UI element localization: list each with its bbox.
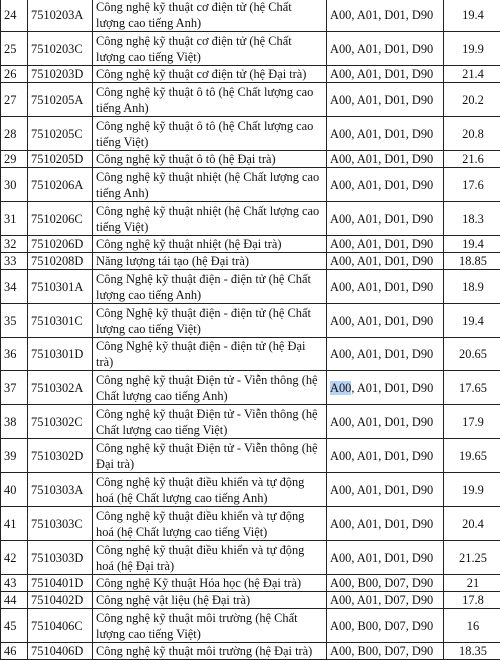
- subject-combination-text: A00, A01, D01, D90: [330, 152, 433, 166]
- major-code-cell: 7510406C: [28, 609, 93, 643]
- table-row: [1, 473, 500, 507]
- subject-combination-cell: [327, 609, 444, 643]
- benchmark-score-cell: 20.2: [444, 83, 500, 117]
- row-number-cell: 33: [1, 253, 28, 270]
- major-code-cell: 7510206D: [28, 236, 93, 253]
- major-code-cell: 7510205C: [28, 117, 93, 151]
- table-row: [1, 643, 500, 660]
- row-number-cell: 43: [1, 575, 28, 592]
- row-number-cell: 29: [1, 151, 28, 168]
- major-name-cell: Công nghệ kỹ thuật điều khiển và tự động hoá (hệ Chất lượng cao tiếng Việt): [93, 507, 327, 541]
- row-number-cell: 46: [1, 643, 28, 660]
- subject-combination-cell: [327, 83, 444, 117]
- subject-combination-cell: [327, 507, 444, 541]
- major-name-cell: Công nghệ kỹ thuật Điện tử - Viễn thông (hệ Đại trà): [93, 439, 327, 473]
- benchmark-score-cell: 21.4: [444, 66, 500, 83]
- benchmark-score-cell: 20.65: [444, 338, 500, 371]
- benchmark-score-cell: 19.65: [444, 439, 500, 473]
- table-row: [1, 202, 500, 236]
- table-row: [1, 117, 500, 151]
- table-row: [1, 575, 500, 592]
- table-row: [1, 32, 500, 66]
- benchmark-score-cell: 19.9: [444, 32, 500, 66]
- subject-combination-cell: [327, 236, 444, 253]
- subject-combination-cell: [327, 338, 444, 371]
- benchmark-score-cell: 19.4: [444, 0, 500, 32]
- table-row: [1, 0, 500, 32]
- benchmark-score-cell: 19.4: [444, 304, 500, 338]
- major-name-cell: Công nghệ kỹ thuật Điện tử - Viễn thông (hệ Chất lượng cao tiếng Việt): [93, 405, 327, 439]
- subject-combination-text: A00, A01, D01, D90: [330, 517, 433, 531]
- major-code-cell: 7510302C: [28, 405, 93, 439]
- major-name-cell: Năng lượng tái tạo (hệ Đại trà): [93, 253, 327, 270]
- benchmark-score-cell: 17.65: [444, 371, 500, 405]
- table-row: [1, 609, 500, 643]
- row-number-cell: 30: [1, 168, 28, 202]
- major-code-cell: 7510203A: [28, 0, 93, 32]
- subject-combination-text: A00, A01, D01, D90: [330, 415, 433, 429]
- subject-combination-text: A00, A01, D01, D90: [330, 127, 433, 141]
- subject-combination-cell: [327, 371, 444, 405]
- row-number-cell: 26: [1, 66, 28, 83]
- subject-combination-cell: [327, 643, 444, 660]
- row-number-cell: 32: [1, 236, 28, 253]
- benchmark-score-cell: 20.4: [444, 507, 500, 541]
- subject-combination-text: A00, A01, D01, D90: [330, 314, 433, 328]
- subject-combination-text: A00, A01, D01, D90: [330, 8, 433, 22]
- major-code-cell: 7510206C: [28, 202, 93, 236]
- subject-combination-text: A00, B00, D07, D90: [330, 619, 433, 633]
- major-code-cell: 7510303A: [28, 473, 93, 507]
- subject-combination-cell: [327, 151, 444, 168]
- table-row: [1, 541, 500, 575]
- table-row: [1, 405, 500, 439]
- subject-combination-text: A00, A01, D01, D90: [330, 483, 433, 497]
- row-number-cell: 41: [1, 507, 28, 541]
- subject-combination-cell: [327, 66, 444, 83]
- table-row: [1, 371, 500, 405]
- subject-combination-cell: [327, 0, 444, 32]
- table-row: [1, 507, 500, 541]
- subject-combination-text: , A01, D01, D90: [351, 381, 433, 395]
- major-name-cell: Công nghệ Kỹ thuật Hóa học (hệ Đại trà): [93, 575, 327, 592]
- subject-combination-cell: [327, 575, 444, 592]
- table-row: [1, 168, 500, 202]
- benchmark-score-cell: 21: [444, 575, 500, 592]
- table-row: [1, 338, 500, 371]
- subject-combination-text: A00, A01, D01, D90: [330, 449, 433, 463]
- subject-combination-text: A00, A01, D01, D90: [330, 280, 433, 294]
- benchmark-score-cell: 19.4: [444, 236, 500, 253]
- benchmark-score-cell: 17.8: [444, 592, 500, 609]
- subject-combination-text: A00, A01, D01, D90: [330, 254, 433, 268]
- row-number-cell: 39: [1, 439, 28, 473]
- major-name-cell: Công nghệ kỹ thuật ô tô (hệ Chất lượng cao tiếng Anh): [93, 83, 327, 117]
- subject-combination-cell: [327, 270, 444, 304]
- subject-combination-cell: [327, 592, 444, 609]
- subject-combination-cell: [327, 473, 444, 507]
- table-row: [1, 270, 500, 304]
- major-name-cell: Công nghệ kỹ thuật môi trường (hệ Đại trà): [93, 643, 327, 660]
- major-code-cell: 7510301C: [28, 304, 93, 338]
- major-name-cell: Công nghệ kỹ thuật nhiệt (hệ Chất lượng cao tiếng Anh): [93, 168, 327, 202]
- benchmark-score-cell: 17.6: [444, 168, 500, 202]
- major-name-cell: Công nghệ kỹ thuật nhiệt (hệ Chất lượng cao tiếng Việt): [93, 202, 327, 236]
- major-code-cell: 7510203C: [28, 32, 93, 66]
- major-name-cell: Công nghệ kỹ thuật điều khiển và tự động hoá (hệ Chất lượng cao tiếng Anh): [93, 473, 327, 507]
- table-row: [1, 151, 500, 168]
- major-name-cell: Công nghệ kỹ thuật cơ điện tử (hệ Đại trà): [93, 66, 327, 83]
- table-row: [1, 304, 500, 338]
- subject-combination-cell: [327, 541, 444, 575]
- subject-combination-text: A00, A01, D01, D90: [330, 212, 433, 226]
- benchmark-score-cell: 18.9: [444, 270, 500, 304]
- benchmark-score-cell: 20.8: [444, 117, 500, 151]
- major-code-cell: 7510303C: [28, 507, 93, 541]
- row-number-cell: 25: [1, 32, 28, 66]
- table-row: [1, 236, 500, 253]
- major-code-cell: 7510302A: [28, 371, 93, 405]
- table-row: [1, 83, 500, 117]
- major-code-cell: 7510303D: [28, 541, 93, 575]
- major-code-cell: 7510406D: [28, 643, 93, 660]
- subject-combination-text: A00, A01, D01, D90: [330, 93, 433, 107]
- row-number-cell: 36: [1, 338, 28, 371]
- major-name-cell: Công nghệ kỹ thuật Điện tử - Viễn thông (hệ Chất lượng cao tiếng Anh): [93, 371, 327, 405]
- major-name-cell: Công nghệ kỹ thuật môi trường (hệ Chất lượng cao tiếng Việt): [93, 609, 327, 643]
- benchmark-score-cell: 17.9: [444, 405, 500, 439]
- major-name-cell: Công nghệ kỹ thuật cơ điện tử (hệ Chất lượng cao tiếng Việt): [93, 32, 327, 66]
- table-row: [1, 439, 500, 473]
- row-number-cell: 38: [1, 405, 28, 439]
- subject-combination-text: A00, A01, D01, D90: [330, 237, 433, 251]
- benchmark-score-cell: 16: [444, 609, 500, 643]
- table-row: [1, 66, 500, 83]
- major-code-cell: 7510301D: [28, 338, 93, 371]
- subject-combination-cell: [327, 32, 444, 66]
- row-number-cell: 40: [1, 473, 28, 507]
- row-number-cell: 35: [1, 304, 28, 338]
- major-code-cell: 7510205A: [28, 83, 93, 117]
- subject-combination-cell: [327, 304, 444, 338]
- table-row: [1, 253, 500, 270]
- subject-combination-text: A00, B00, D07, D90: [330, 644, 433, 658]
- subject-combination-cell: [327, 117, 444, 151]
- row-number-cell: 34: [1, 270, 28, 304]
- subject-combination-text: A00, B00, D07, D90: [330, 576, 433, 590]
- subject-combination-cell: [327, 405, 444, 439]
- major-name-cell: Công nghệ vật liệu (hệ Đại trà): [93, 592, 327, 609]
- subject-combination-cell: [327, 439, 444, 473]
- row-number-cell: 27: [1, 83, 28, 117]
- major-code-cell: 7510206A: [28, 168, 93, 202]
- major-name-cell: Công nghệ kỹ thuật cơ điện tử (hệ Chất lượng cao tiếng Anh): [93, 0, 327, 32]
- major-code-cell: 7510208D: [28, 253, 93, 270]
- subject-combination-text: A00, A01, D07, D90: [330, 593, 433, 607]
- benchmark-score-cell: 19.9: [444, 473, 500, 507]
- row-number-cell: 24: [1, 0, 28, 32]
- subject-combination-text: A00, A01, D01, D90: [330, 67, 433, 81]
- major-name-cell: Công Nghệ kỹ thuật điện - điện tử (hệ Chất lượng cao tiếng Anh): [93, 270, 327, 304]
- row-number-cell: 44: [1, 592, 28, 609]
- row-number-cell: 45: [1, 609, 28, 643]
- table-row: [1, 592, 500, 609]
- row-number-cell: 28: [1, 117, 28, 151]
- major-code-cell: 7510402D: [28, 592, 93, 609]
- major-code-cell: 7510205D: [28, 151, 93, 168]
- benchmark-score-cell: 21.25: [444, 541, 500, 575]
- row-number-cell: 42: [1, 541, 28, 575]
- subject-combination-cell: [327, 168, 444, 202]
- benchmark-score-cell: 21.6: [444, 151, 500, 168]
- selected-text-highlight[interactable]: A00: [330, 381, 351, 395]
- benchmark-score-cell: 18.35: [444, 643, 500, 660]
- subject-combination-text: A00, A01, D01, D90: [330, 551, 433, 565]
- major-name-cell: Công Nghệ kỹ thuật điện - điện tử (hệ Đại trà): [93, 338, 327, 371]
- major-code-cell: 7510302D: [28, 439, 93, 473]
- subject-combination-cell: [327, 253, 444, 270]
- major-code-cell: 7510301A: [28, 270, 93, 304]
- subject-combination-text: A00, A01, D01, D90: [330, 42, 433, 56]
- subject-combination-text: A00, A01, D01, D90: [330, 347, 433, 361]
- row-number-cell: 31: [1, 202, 28, 236]
- major-name-cell: Công nghệ kỹ thuật ô tô (hệ Đại trà): [93, 151, 327, 168]
- subject-combination-text: A00, A01, D01, D90: [330, 178, 433, 192]
- major-code-cell: 7510203D: [28, 66, 93, 83]
- subject-combination-cell: [327, 202, 444, 236]
- major-name-cell: Công nghệ kỹ thuật điều khiển và tự động hoá (hệ Đại trà): [93, 541, 327, 575]
- row-number-cell: 37: [1, 371, 28, 405]
- major-name-cell: Công nghệ kỹ thuật nhiệt (hệ Đại trà): [93, 236, 327, 253]
- major-name-cell: Công Nghệ kỹ thuật điện - điện tử (hệ Chất lượng cao tiếng Việt): [93, 304, 327, 338]
- benchmark-score-cell: 18.3: [444, 202, 500, 236]
- benchmark-score-cell: 18.85: [444, 253, 500, 270]
- major-code-cell: 7510401D: [28, 575, 93, 592]
- major-name-cell: Công nghệ kỹ thuật ô tô (hệ Chất lượng cao tiếng Việt): [93, 117, 327, 151]
